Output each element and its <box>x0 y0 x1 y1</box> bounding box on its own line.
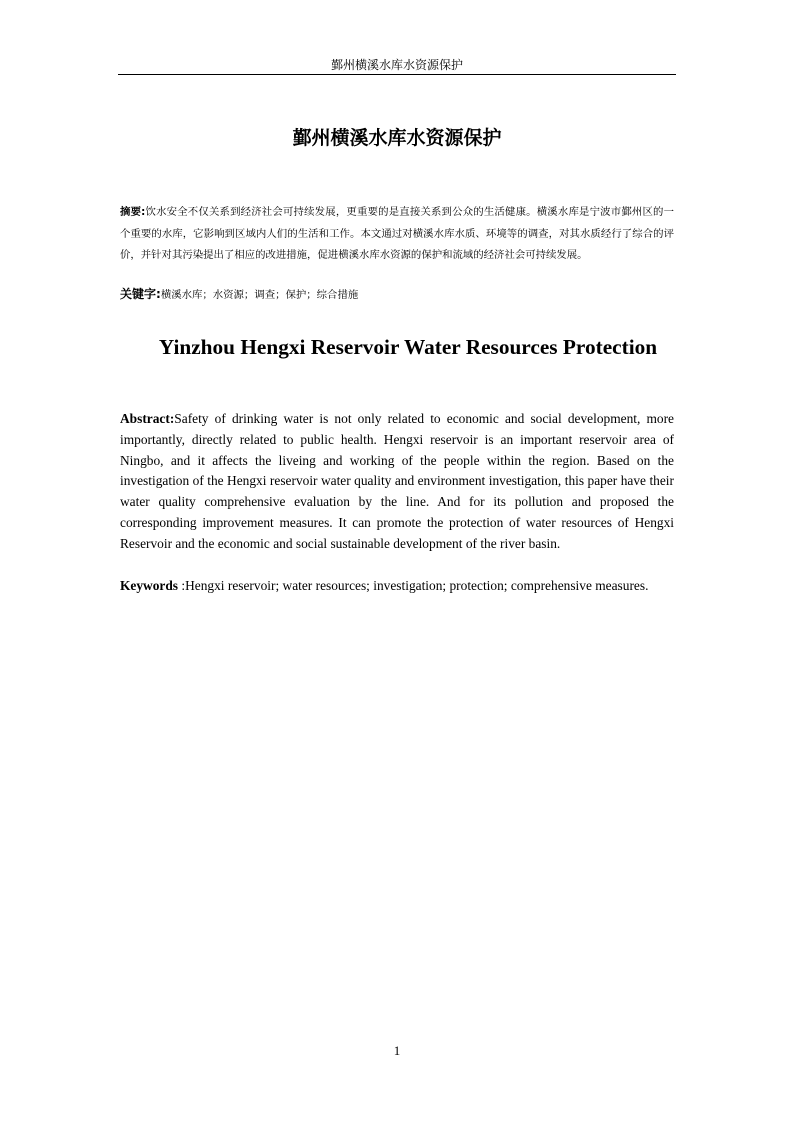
chinese-abstract-text: 饮水安全不仅关系到经济社会可持续发展，更重要的是直接关系到公众的生活健康。横溪水库是宁波市鄞州区的一个重要的水库，它影响到区域内人们的生活和工作。本文通过对横溪水库水质、环境等的调查，对其水质经行了综合的评价，并针对其污染提出了相应的改进措施，促进横溪水库水资源的保护和流域的经济社会可持续发展。 <box>120 206 675 261</box>
english-keywords <box>120 576 674 597</box>
english-title: Yinzhou Hengxi Reservoir Water Resources Protection <box>158 335 658 359</box>
running-header: 鄞州横溪水库水资源保护 <box>330 58 463 72</box>
english-abstract-text: Safety of drinking water is not only related to economic and social development, more importantly, directly related to public health. Hengxi reservoir is an important reservoir area of Ningbo, and it affects the liveing and working of the people within the region. Based on the investigation of the Hengxi reservoir water quality and environment investigation, this paper have their water quality comprehensive evaluation by the line. And for its pollution and proposed the corresponding improvement measures. It can promote the protection of water resources of Hengxi Reservoir and the economic and social sustainable development of the river basin. <box>120 411 674 551</box>
header-rule <box>118 74 676 75</box>
chinese-abstract-label: 摘要: <box>120 206 146 218</box>
english-abstract <box>120 409 674 555</box>
english-keywords-label: Keywords <box>120 578 179 593</box>
chinese-title: 鄞州横溪水库水资源保护 <box>292 127 502 149</box>
english-keywords-text: :Hengxi reservoir; water resources; investigation; protection; comprehensive measures. <box>181 578 649 593</box>
english-abstract-label: Abstract: <box>120 411 175 426</box>
chinese-keywords-text: 横溪水库；水资源；调查；保护；综合措施 <box>160 289 359 301</box>
chinese-abstract <box>120 202 674 267</box>
chinese-keywords-label: 关键字: <box>120 287 161 301</box>
page-number: 1 <box>393 1043 401 1058</box>
chinese-keywords <box>120 284 674 306</box>
